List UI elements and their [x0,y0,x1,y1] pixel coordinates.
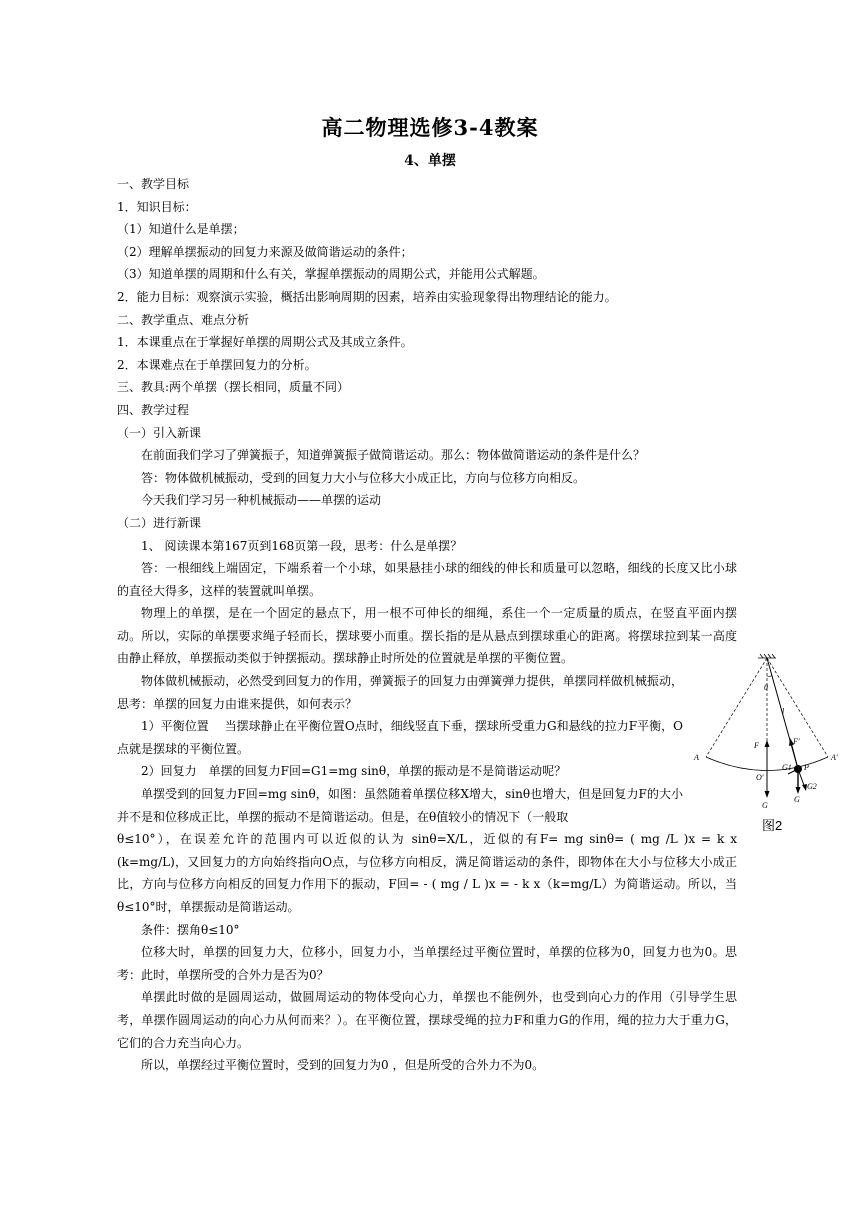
label-l: l [782,707,785,716]
theta-arc [767,675,772,676]
section-title: 4、单摆 [404,153,456,169]
paragraph-restoring-force: 2）回复力 单摆的回复力F回=G1=mg sinθ，单摆的振动是不是简谐运动呢？ [141,764,567,779]
goal-item: （3）知道单摆的周期和什么有关，掌握单摆振动的周期公式，并能用公式解题。 [117,267,545,282]
heading-process: 四、教学过程 [117,402,190,417]
subheading-new-lesson: （二）进行新课 [117,515,202,530]
paragraph: 物体做机械振动，必然受到回复力的作用，弹簧振子的回复力由弹簧弹力提供，单摆同样做机械振动，思考：单摆的回复力由谁来提供，如何表示？ [117,674,683,711]
label-G-right: G [794,795,800,804]
label-G2: G2 [807,782,817,791]
paragraph: 答：物体做机械振动，受到的回复力大小与位移大小成正比，方向与位移方向相反。 [141,470,586,485]
paragraph: 所以，单摆经过平衡位置时，受到的回复力为0 ，但是所受的合外力不为0。 [141,1058,545,1073]
pendulum-diagram [690,652,850,827]
paragraph-small-angle: θ≤10°），在误差允许的范围内可以近似的认为 sinθ=X/L，近似的有F= mg sinθ= ( mg /L )x = k x (k=mg/L)，又回复力的方向始终指向O点，与位移方向相反，满足简谐运动的条件，即物体在大小与位移大小成正比，方向与位移方向相反的回复力作用下的振动，F回= - ( mg / L )x = - k x（k=mg/L）为简谐运动。所以，当θ≤10°时，单摆振动是简谐运动。 [117,832,750,914]
label-theta: θ [764,683,768,692]
paragraph: 位移大时，单摆的回复力大，位移小，回复力小，当单摆经过平衡位置时，单摆的位移为0，回复力也为0。思考：此时，单摆所受的合外力是否为0？ [117,945,737,982]
paragraph-text: 物理上的单摆，是在一个固定的悬点下，用一根不可伸长的细绳，系住一个一定质量的质点，在竖直平面内摆动。所以，实际的单摆要求绳子轻而长，摆球要小而重。摆长指的是从悬点到摆球重心的距离。将摆球拉到某一高度由静止释放，单摆振动类似于钟摆振动。摆球静止时所处的位置就是单摆的平衡位置。 [117,606,737,666]
label-F: F [754,741,759,750]
force-Fprime-arrow [791,742,798,769]
paragraph: 单摆受到的回复力F回=mg sinθ，如图：虽然随着单摆位移X增大，sinθ也增大，但是回复力F的大小并不是和位移成正比，单摆的振动不是简谐运动。但是，在θ值较小的情况下（一般取 [117,787,683,824]
document-title: 高二物理选修3-4教案 [321,115,539,140]
heading-objectives: 一、教学目标 [117,177,190,191]
document-body [117,173,750,1077]
paragraph: 今天我们学习另一种机械振动——单摆的运动 [141,493,382,508]
figure-caption: 图2 [762,818,783,833]
paragraph: 在前面我们学习了弹簧振子，知道弹簧振子做简谐运动。那么：物体做简谐运动的条件是什么？ [141,448,646,463]
key-point: 1．本课重点在于掌握好单摆的周期公式及其成立条件。 [117,335,413,350]
paragraph-equilibrium: 1）平衡位置 当摆球静止在平衡位置O点时，细线竖直下垂，摆球所受重力G和悬线的拉力F平衡，O点就是摆球的平衡位置。 [117,719,683,756]
label-P: P [804,763,809,772]
goal-item: （1）知道什么是单摆； [117,222,245,237]
heading-key-points: 二、教学重点、难点分析 [117,312,250,327]
paragraph: 单摆此时做的是圆周运动，做圆周运动的物体受向心力，单摆也不能例外，也受到向心力的作用（引导学生思考，单摆作圆周运动的向心力从何而来？）。在平衡位置，摆球受绳的拉力F和重力G的作用，绳的拉力大于重力G，它们的合力充当向心力。 [117,990,737,1050]
label-A: A [694,753,699,762]
goal-item: （2）理解单摆振动的回复力来源及做简谐运动的条件； [117,244,413,259]
label-A-prime: A′ [831,753,838,762]
paragraph-condition: 条件：摆角θ≤10° [141,922,240,937]
label-O: O′ [756,773,764,782]
difficult-point: 2．本课难点在于单摆回复力的分析。 [117,357,317,372]
paragraph: 答：一根细线上端固定，下端系着一个小球，如果悬挂小球的细线的伸长和质量可以忽略，细线的长度又比小球的直径大得多，这样的装置就叫单摆。 [117,561,737,598]
label-G-left: G [762,801,768,810]
force-G-bob-arrowhead [796,787,801,794]
force-F-arrowhead [765,740,770,747]
paragraph-pendulum-definition [117,602,737,670]
knowledge-goal: 1．知识目标： [117,199,197,214]
heading-materials: 三、教具:两个单摆（摆长相同，质量不同） [117,380,350,395]
label-G1: G1 [782,763,792,772]
ability-goal: 2．能力目标：观察演示实验，概括出影响周期的因素，培养由实验现象得出物理结论的能力。 [117,289,617,304]
subheading-intro: （一）引入新课 [117,425,202,440]
label-F-prime: F′ [793,737,800,746]
paragraph: 1、 阅读课本第167页到168页第一段，思考：什么是单摆？ [141,538,463,553]
force-G-arrowhead [765,791,770,798]
ceiling-support [758,654,776,658]
